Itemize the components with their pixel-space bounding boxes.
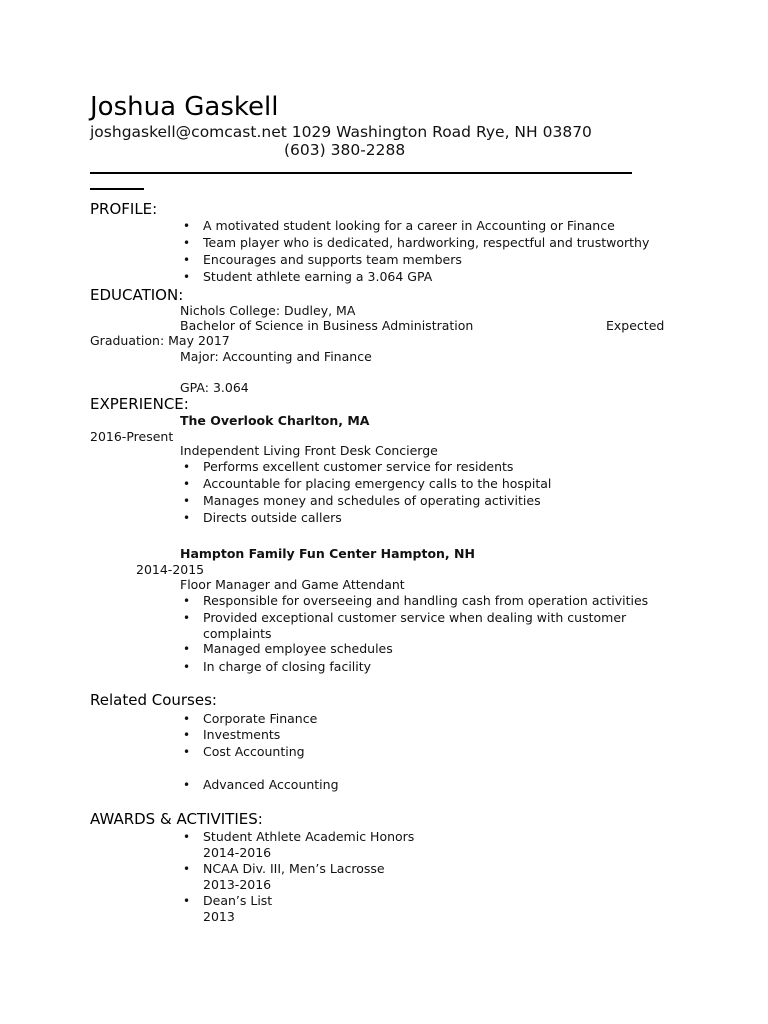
award-item: Student Athlete Academic Honors (203, 829, 415, 844)
course-item: Advanced Accounting (203, 777, 339, 792)
award-years: 2013-2016 (203, 877, 272, 892)
award-item: Dean’s List (203, 893, 273, 908)
job-bullet: Managed employee schedules (203, 641, 393, 656)
bullet-icon: • (183, 270, 191, 284)
job-bullet: Manages money and schedules of operating activities (203, 493, 541, 508)
bullet-icon: • (183, 494, 191, 508)
job-bullet: In charge of closing facility (203, 659, 372, 674)
profile-heading: PROFILE: (90, 200, 158, 218)
bullet-icon: • (183, 712, 191, 726)
awards-heading: AWARDS & ACTIVITIES: (90, 810, 263, 828)
bullet-icon: • (183, 778, 191, 792)
job-title: Independent Living Front Desk Concierge (180, 443, 438, 458)
bullet-icon: • (183, 253, 191, 267)
bullet-icon: • (183, 728, 191, 742)
header-rule-long (90, 172, 632, 174)
profile-bullet: Team player who is dedicated, hardworking, respectful and trustworthy (203, 235, 650, 250)
course-item: Investments (203, 727, 281, 742)
contact-line-phone: (603) 380-2288 (284, 141, 406, 159)
course-item: Cost Accounting (203, 744, 305, 759)
bullet-icon: • (183, 642, 191, 656)
education-degree: Bachelor of Science in Business Administration (180, 318, 474, 333)
bullet-icon: • (183, 477, 191, 491)
education-heading: EDUCATION: (90, 286, 184, 304)
education-major: Major: Accounting and Finance (180, 349, 372, 364)
contact-line-email-address: joshgaskell@comcast.net 1029 Washington Road Rye, NH 03870 (90, 123, 592, 141)
bullet-icon: • (183, 511, 191, 525)
bullet-icon: • (183, 611, 191, 625)
education-expected: Expected (606, 318, 665, 333)
job-bullet: Directs outside callers (203, 510, 342, 525)
job-bullet: Accountable for placing emergency calls to the hospital (203, 476, 552, 491)
header-rule-short (90, 188, 144, 190)
bullet-icon: • (183, 594, 191, 608)
education-graduation: Graduation: May 2017 (90, 333, 230, 348)
bullet-icon: • (183, 219, 191, 233)
bullet-icon: • (183, 460, 191, 474)
job-employer: Hampton Family Fun Center Hampton, NH (180, 546, 475, 561)
job-bullet: Performs excellent customer service for residents (203, 459, 514, 474)
bullet-icon: • (183, 830, 191, 844)
education-school: Nichols College: Dudley, MA (180, 303, 356, 318)
bullet-icon: • (183, 660, 191, 674)
course-item: Corporate Finance (203, 711, 318, 726)
bullet-icon: • (183, 862, 191, 876)
job-dates: 2014-2015 (136, 562, 205, 577)
job-dates: 2016-Present (90, 429, 174, 444)
job-bullet: Responsible for overseeing and handling cash from operation activities (203, 593, 649, 608)
job-title: Floor Manager and Game Attendant (180, 577, 405, 592)
bullet-icon: • (183, 745, 191, 759)
award-years: 2014-2016 (203, 845, 272, 860)
profile-bullet: A motivated student looking for a career in Accounting or Finance (203, 218, 615, 233)
job-bullet: Provided exceptional customer service when dealing with customer (203, 610, 627, 625)
education-gpa: GPA: 3.064 (180, 380, 249, 395)
job-bullet-continued: complaints (203, 626, 272, 641)
award-years: 2013 (203, 909, 235, 924)
job-employer: The Overlook Charlton, MA (180, 413, 370, 428)
profile-bullet: Encourages and supports team members (203, 252, 462, 267)
profile-bullet: Student athlete earning a 3.064 GPA (203, 269, 433, 284)
courses-heading: Related Courses: (90, 691, 217, 709)
resume-name: Joshua Gaskell (90, 92, 279, 122)
bullet-icon: • (183, 894, 191, 908)
bullet-icon: • (183, 236, 191, 250)
experience-heading: EXPERIENCE: (90, 395, 189, 413)
award-item: NCAA Div. III, Men’s Lacrosse (203, 861, 385, 876)
